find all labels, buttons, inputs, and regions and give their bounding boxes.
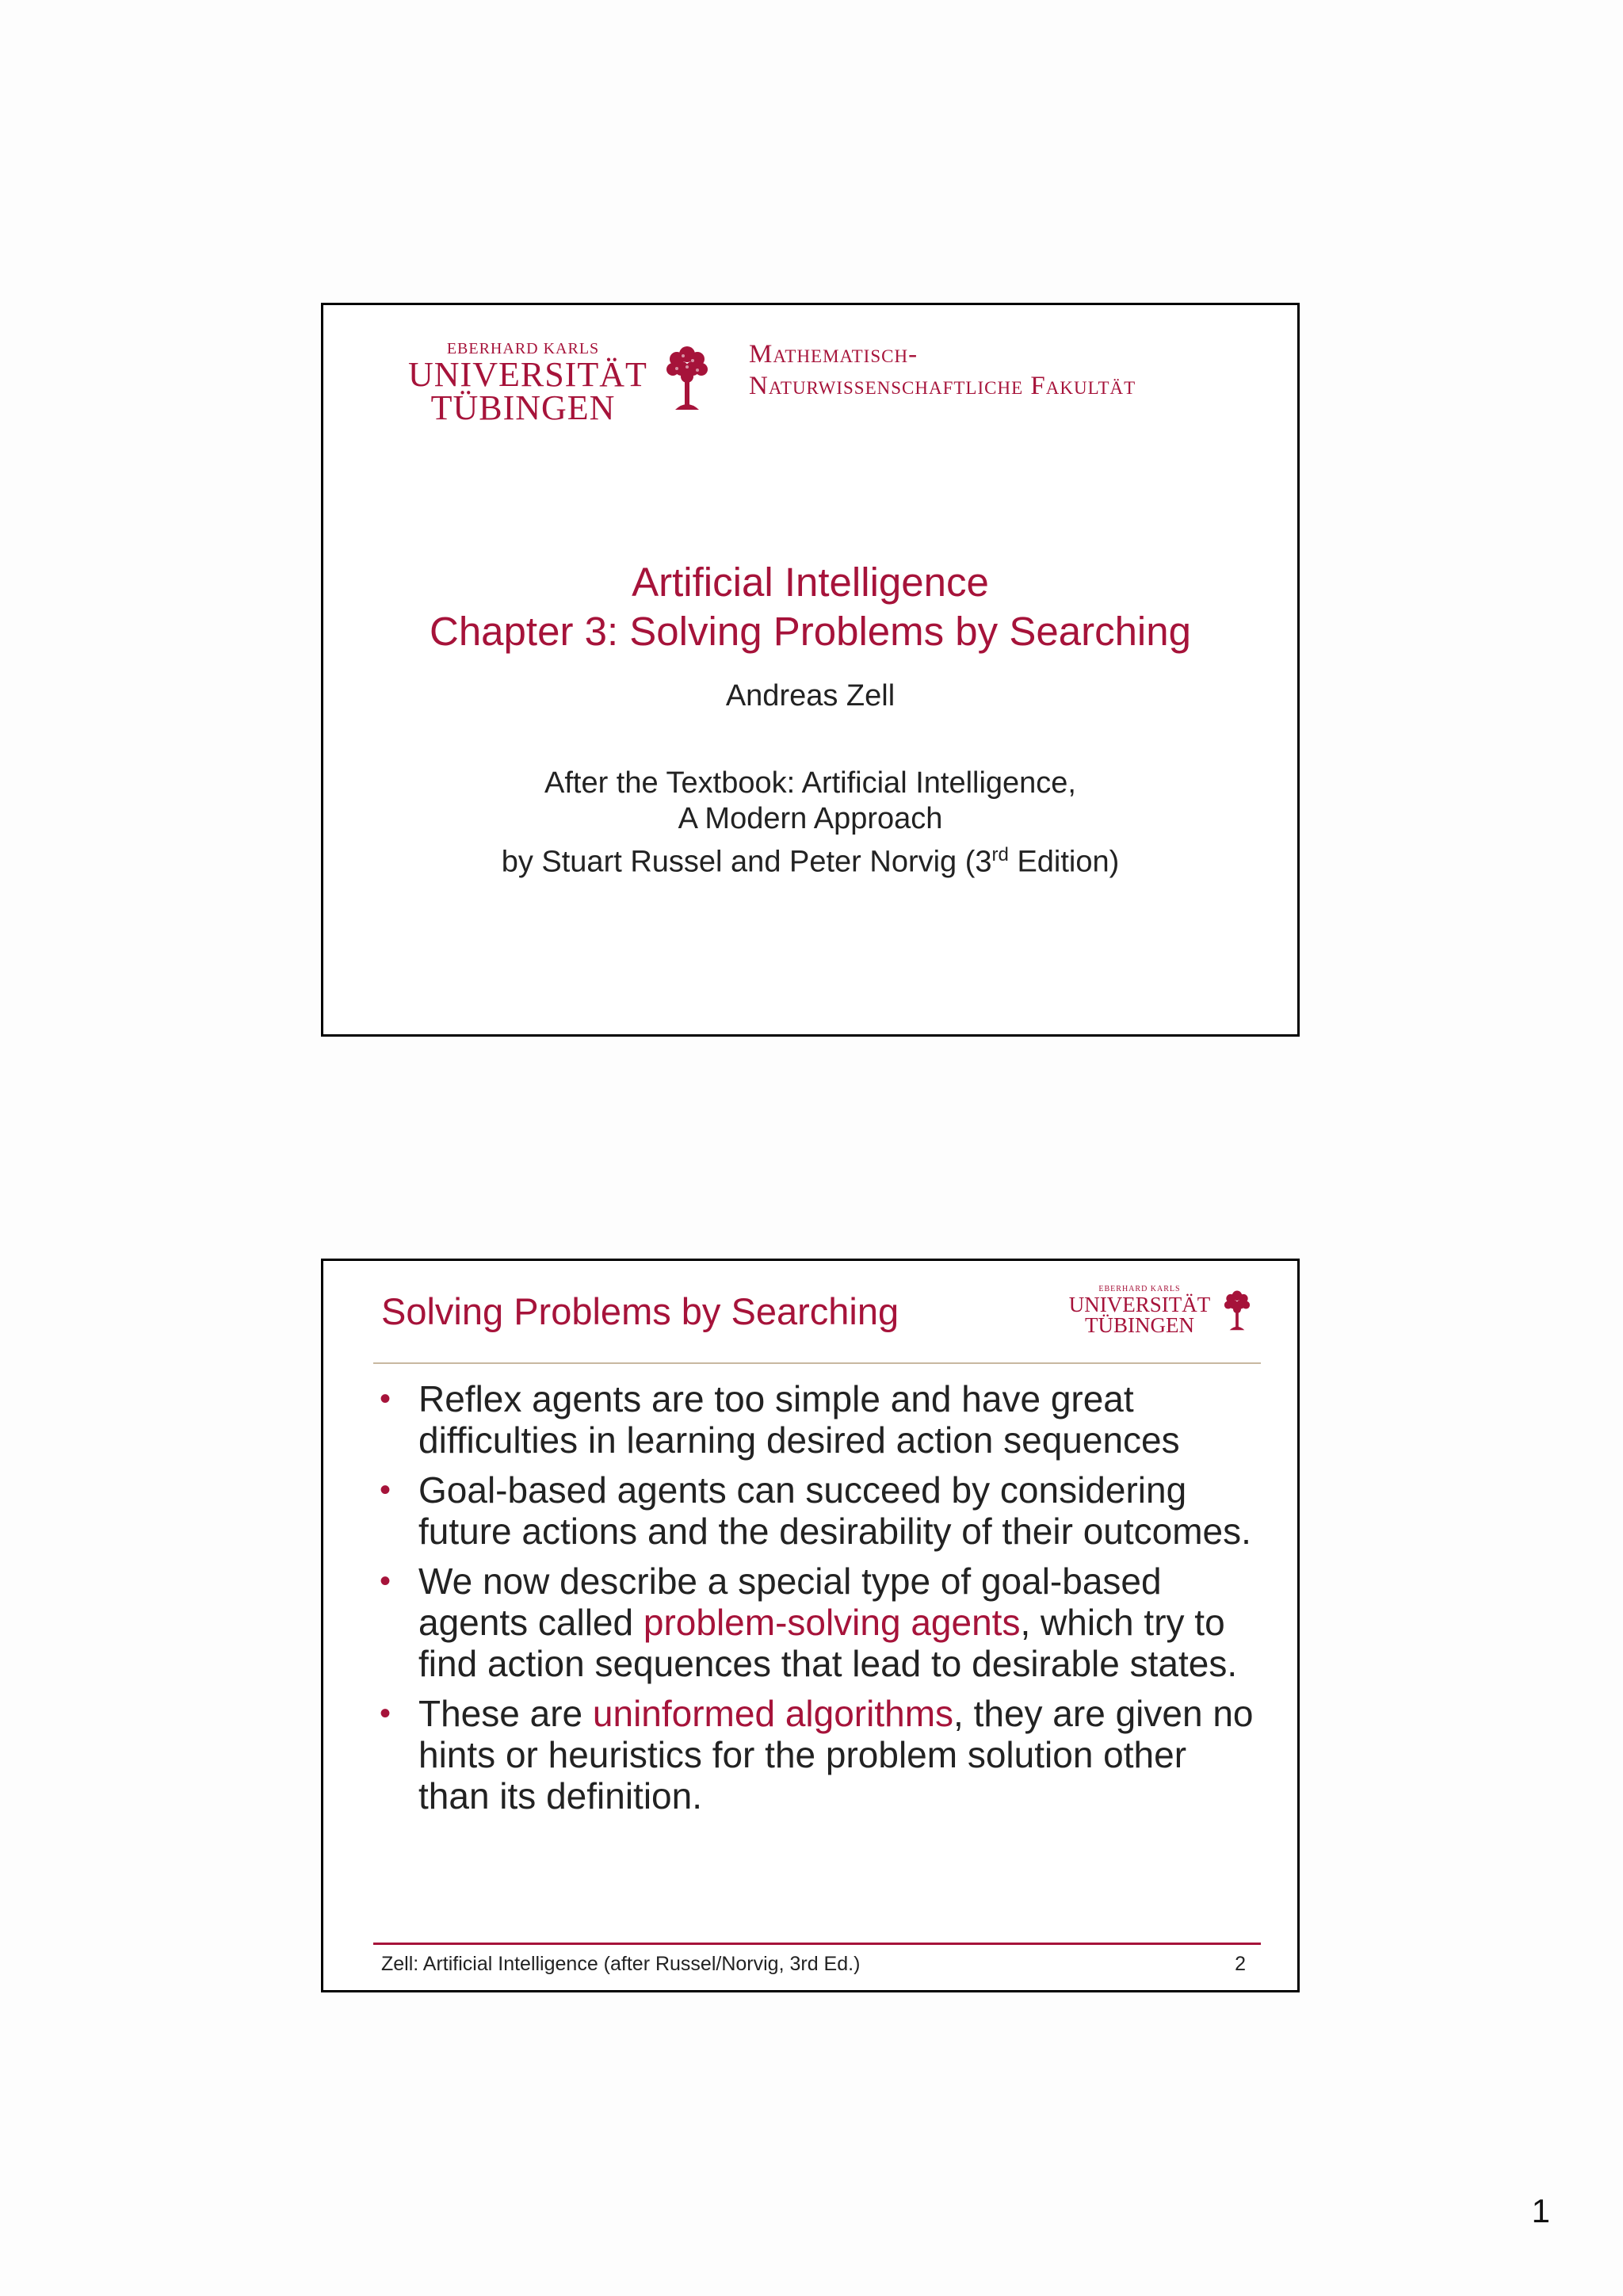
slide-2 xyxy=(321,1259,1300,1992)
logo-small-line-1: EBERHARD KARLS xyxy=(1098,1285,1181,1293)
textbook-reference xyxy=(323,766,1297,881)
bullet-item xyxy=(373,1561,1265,1684)
bullet-text-pre: We now describe a special type of goal-based agents called xyxy=(418,1561,1162,1643)
bullet-text-pre: These are xyxy=(418,1693,593,1734)
tree-emblem-icon xyxy=(664,343,710,415)
university-logo-text-small xyxy=(1068,1285,1211,1335)
presentation-title xyxy=(323,558,1297,656)
footer-divider xyxy=(373,1943,1261,1945)
book-line-1: After the Textbook: Artificial Intelligence, xyxy=(544,766,1076,800)
bullet-marker: • xyxy=(380,1696,391,1731)
logo-line-1: EBERHARD KARLS xyxy=(446,340,600,357)
bullet-list xyxy=(373,1378,1265,1825)
bullet-item xyxy=(373,1693,1265,1817)
university-logo-text xyxy=(408,340,647,427)
title-line-1: Artificial Intelligence xyxy=(632,560,989,605)
logo-line-3: TÜBINGEN xyxy=(430,388,616,427)
bullet-text: Reflex agents are too simple and have great difficulties in learning desired action sequences xyxy=(418,1378,1180,1461)
book-line-3-sup: rd xyxy=(991,844,1009,865)
slide-number: 2 xyxy=(1235,1953,1246,1975)
book-line-2: A Modern Approach xyxy=(678,802,943,835)
highlighted-term: uninformed algorithms xyxy=(592,1693,954,1734)
bullet-marker: • xyxy=(380,1381,391,1416)
bullet-text-post: , which try to find action sequences that lead to desirable states. xyxy=(418,1602,1238,1684)
faculty-line-2: Naturwissenschaftliche Fakultät xyxy=(749,372,1136,400)
highlighted-term: problem-solving agents xyxy=(643,1602,1021,1643)
slide-footer: Zell: Artificial Intelligence (after Russel/Norvig, 3rd Ed.) xyxy=(381,1953,861,1975)
logo-small-line-2: UNIVERSITÄT xyxy=(1068,1293,1211,1316)
book-line-3 xyxy=(323,837,1297,881)
page-number: 1 xyxy=(1531,2192,1550,2229)
header-divider xyxy=(373,1362,1261,1364)
logo-line-2: UNIVERSITÄT xyxy=(408,355,647,394)
author-name: Andreas Zell xyxy=(725,679,896,712)
logo-small-line-3: TÜBINGEN xyxy=(1085,1313,1194,1337)
bullet-text: Goal-based agents can succeed by considering future actions and the desirability of their outcomes. xyxy=(418,1469,1251,1552)
slide-title: Solving Problems by Searching xyxy=(381,1290,899,1332)
tree-emblem-small-icon xyxy=(1223,1288,1251,1334)
bullet-marker: • xyxy=(380,1473,391,1507)
title-line-2: Chapter 3: Solving Problems by Searching xyxy=(429,609,1191,654)
bullet-marker: • xyxy=(380,1564,391,1599)
slide-1 xyxy=(321,303,1300,1037)
university-logo-small xyxy=(1068,1285,1258,1340)
faculty-name xyxy=(749,338,1136,402)
bullet-item xyxy=(373,1378,1265,1461)
book-line-3-pre: by Stuart Russel and Peter Norvig (3 xyxy=(501,845,992,879)
faculty-line-1: Mathematisch- xyxy=(749,340,918,369)
bullet-item xyxy=(373,1469,1265,1552)
bullet-text-post: , they are given no hints or heuristics for the problem solution other than its definition. xyxy=(418,1693,1254,1817)
book-line-3-post: Edition) xyxy=(1008,845,1120,879)
